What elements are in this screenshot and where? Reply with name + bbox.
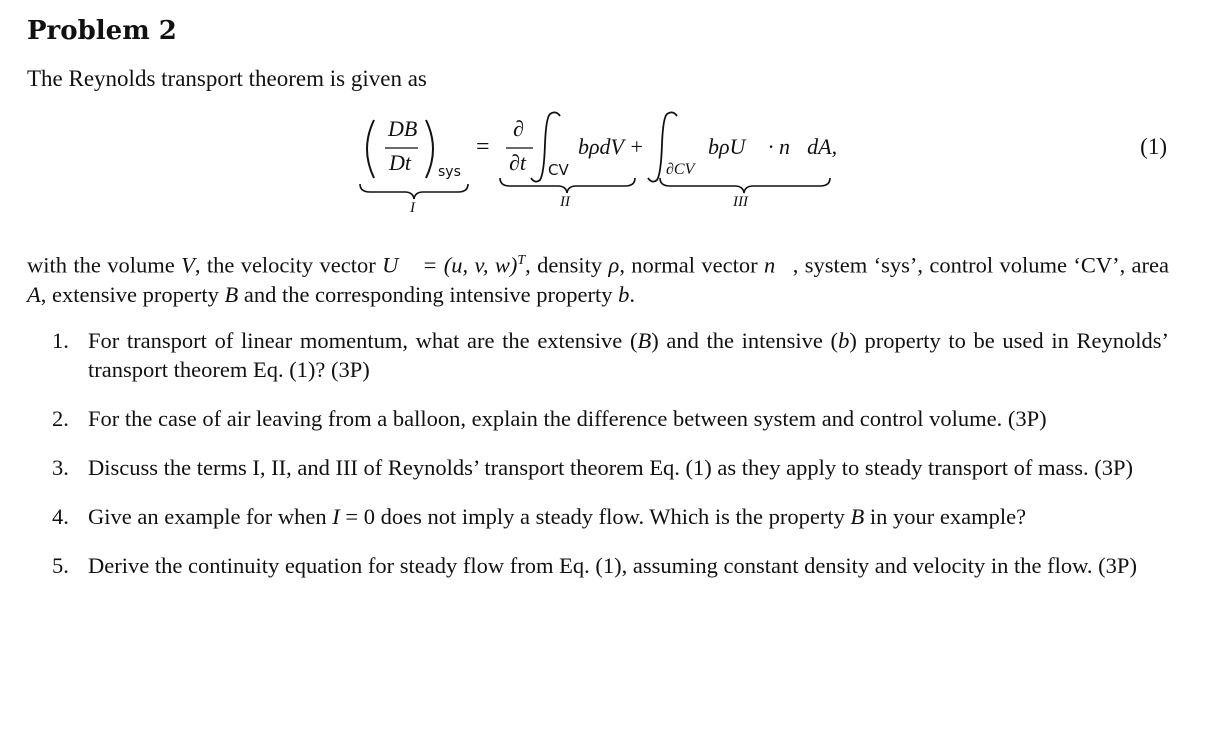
- desc-text: with the volume: [27, 252, 182, 278]
- task-item: [52, 326, 1169, 384]
- task-text: For the case of air leaving from a balloon, explain the difference between system and control volume. (3P): [88, 406, 1047, 431]
- desc-math: A: [27, 281, 41, 307]
- integral-1-subscript: CV: [548, 161, 569, 179]
- task-item: [52, 453, 1169, 482]
- task-number: 2.: [52, 406, 69, 431]
- underbrace-II: [500, 178, 635, 193]
- desc-text: and the corresponding intensive property: [238, 281, 619, 307]
- desc-math: B: [224, 281, 239, 307]
- equals-sign: =: [476, 134, 490, 160]
- brace-label-I: I: [410, 200, 415, 216]
- task-text: Discuss the terms I, II, and III of Reynolds’ transport theorem Eq. (1) as they apply to steady transport of mass. (3P): [88, 455, 1133, 480]
- term-3: bρU⃗ · n⃗dA,: [708, 134, 838, 159]
- desc-superscript: T: [517, 253, 526, 268]
- desc-math: n⃗: [764, 252, 793, 278]
- task-text: = 0 does not imply a steady flow. Which is the property: [339, 504, 851, 529]
- desc-text: , system ‘sys’, control volume ‘CV’, area: [792, 252, 1170, 278]
- brace-label-II: II: [560, 194, 570, 210]
- partial-denominator: ∂t: [509, 150, 526, 175]
- equation-number: (1): [1140, 134, 1167, 159]
- task-item: [52, 404, 1169, 433]
- desc-text: , the velocity vector: [194, 252, 383, 278]
- desc-math: U⃗ = (u, v, w): [382, 252, 518, 278]
- task-text: Derive the continuity equation for steady flow from Eq. (1), assuming constant density and velocity in the flow. (3P): [88, 553, 1137, 578]
- partial-numerator: ∂: [513, 116, 524, 141]
- task-text: in your example?: [864, 504, 1027, 529]
- desc-text: .: [629, 281, 635, 307]
- task-item: [52, 502, 1169, 531]
- lhs-denominator: Dt: [389, 150, 411, 175]
- underbrace-III: [660, 178, 830, 193]
- lhs-subscript: sys: [438, 164, 461, 180]
- task-number: 3.: [52, 455, 69, 480]
- task-item: [52, 551, 1169, 580]
- task-math: B: [637, 328, 652, 353]
- integral-2-subscript: ∂CV: [666, 161, 695, 178]
- brace-label-III: III: [733, 194, 748, 210]
- task-number: 5.: [52, 553, 69, 578]
- lhs-numerator: DB: [388, 116, 418, 141]
- problem-title: Problem 2: [27, 16, 177, 46]
- right-paren: [426, 120, 433, 178]
- task-number: 4.: [52, 504, 69, 529]
- intro-text: The Reynolds transport theorem is given as: [27, 66, 427, 91]
- underbrace-I: [360, 184, 468, 199]
- desc-math: b: [618, 281, 630, 307]
- desc-math: V: [181, 252, 195, 278]
- task-math: B: [850, 504, 865, 529]
- task-number: 1.: [52, 328, 69, 353]
- term-2: bρdV +: [578, 134, 644, 159]
- task-text: Give an example for when: [88, 504, 333, 529]
- desc-text: , density: [525, 252, 609, 278]
- task-math: b: [838, 328, 850, 353]
- left-paren: [367, 120, 374, 178]
- variable-description: [27, 246, 1169, 309]
- task-list: [52, 326, 1169, 600]
- task-text: ) and the intensive (: [651, 328, 839, 353]
- desc-text: , normal vector: [619, 252, 764, 278]
- task-math: I: [332, 504, 340, 529]
- task-text: ) property to be used in Reynolds’ transport theorem Eq. (1)? (3P): [88, 328, 1169, 382]
- task-text: For transport of linear momentum, what are the extensive (: [88, 328, 638, 353]
- reynolds-equation: [330, 104, 850, 222]
- desc-math: ρ: [608, 252, 620, 278]
- desc-text: , extensive property: [40, 281, 225, 307]
